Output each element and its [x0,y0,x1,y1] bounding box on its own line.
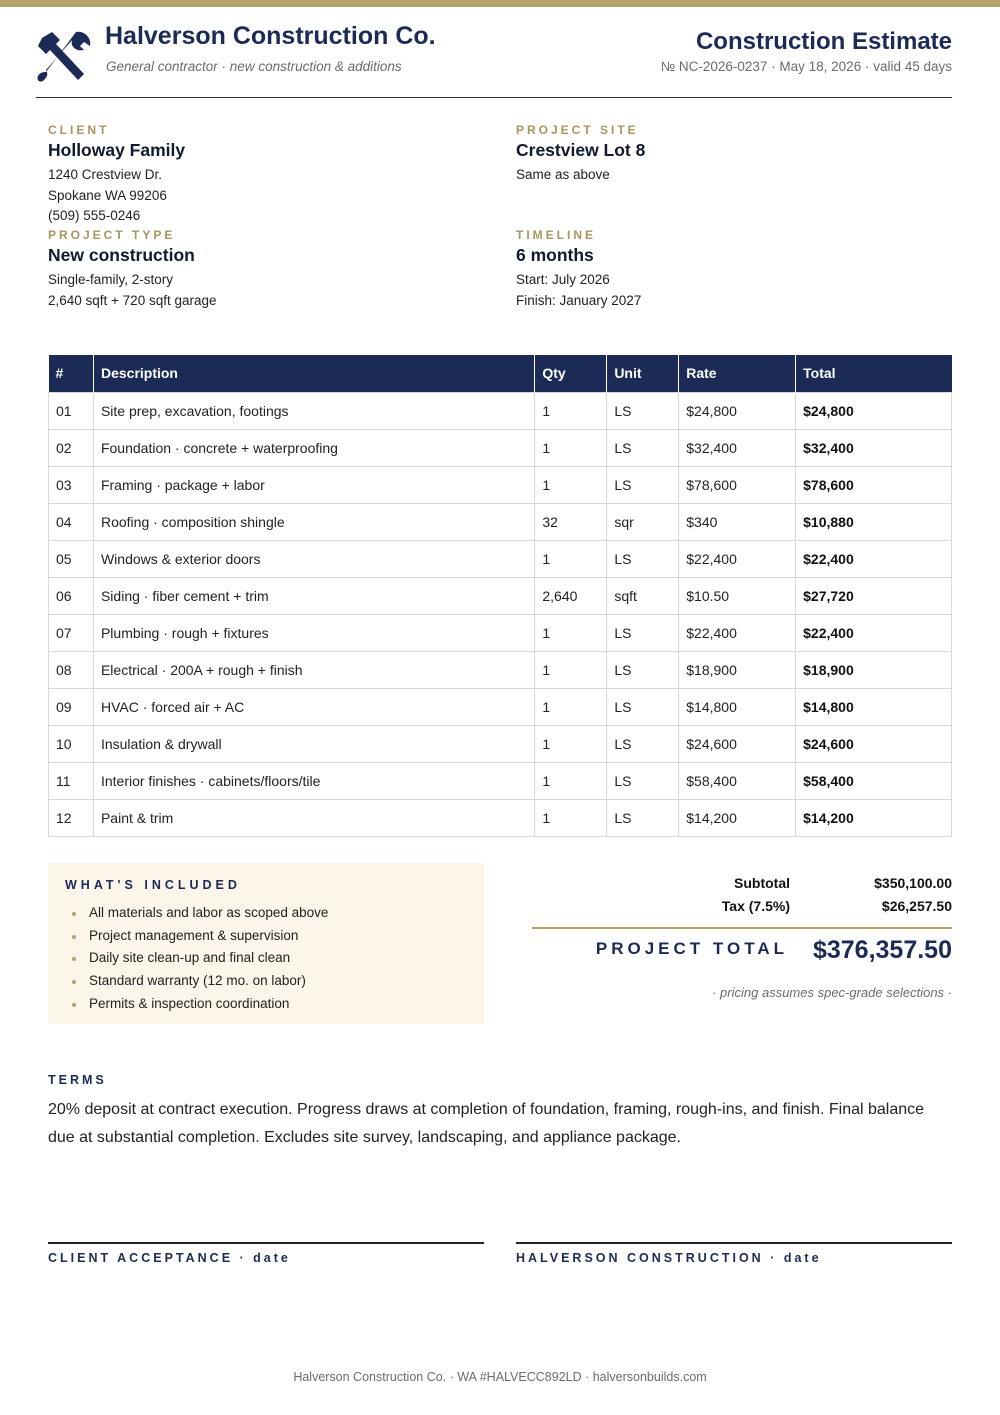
company-name: Halverson Construction Co. [105,22,436,50]
bullet-icon [72,1003,76,1007]
timeline-start: Start: July 2026 [516,272,610,287]
row-number: 01 [49,392,94,429]
list-item [72,905,328,928]
row-number: 08 [49,651,94,688]
document-title: Construction Estimate [695,28,952,55]
row-qty: 1 [535,651,607,688]
row-qty: 1 [535,614,607,651]
top-accent-bar [0,0,1000,7]
row-total: $22,400 [796,540,952,577]
row-total: $14,800 [796,688,952,725]
timeline-finish: Finish: January 2027 [516,293,642,308]
client-city-line: Spokane WA 99206 [48,188,167,203]
row-number: 07 [49,614,94,651]
included-list [72,905,328,1018]
row-rate: $78,600 [679,466,796,503]
tax-label: Tax (7.5%) [721,898,790,914]
table-row [49,503,952,540]
table-row [49,577,952,614]
row-total: $27,720 [796,577,952,614]
tax-value: $26,257.50 [881,898,952,914]
row-unit: LS [607,614,679,651]
row-total: $24,600 [796,725,952,762]
row-description: Site prep, excavation, footings [93,392,534,429]
row-rate: $24,600 [679,725,796,762]
site-name: Crestview Lot 8 [516,140,646,160]
row-qty: 1 [535,466,607,503]
row-rate: $14,200 [679,799,796,836]
row-description: Framing · package + labor [93,466,534,503]
row-unit: LS [607,688,679,725]
document-meta: № NC-2026-0237 · May 18, 2026 · valid 45 days [660,59,952,74]
row-description: Interior finishes · cabinets/floors/tile [93,762,534,799]
row-description: Roofing · composition shingle [93,503,534,540]
row-rate: $58,400 [679,762,796,799]
summary-divider [532,927,952,929]
row-total: $24,800 [796,392,952,429]
table-row [49,392,952,429]
row-unit: LS [607,651,679,688]
row-number: 02 [49,429,94,466]
row-rate: $10.50 [679,577,796,614]
line-items-table [48,355,952,837]
included-item-text: Daily site clean-up and final clean [89,950,291,966]
row-rate: $32,400 [679,429,796,466]
row-description: Insulation & drywall [93,725,534,762]
row-number: 12 [49,799,94,836]
client-label: CLIENT [48,123,110,137]
included-item-text: All materials and labor as scoped above [89,905,329,920]
row-qty: 32 [535,503,607,540]
table-row [49,614,952,651]
row-description: Siding · fiber cement + trim [93,577,534,614]
row-total: $10,880 [796,503,952,540]
row-total: $18,900 [796,651,952,688]
row-qty: 2,640 [535,577,607,614]
terms-title: TERMS [48,1073,107,1087]
included-item-text: Permits & inspection coordination [89,995,290,1011]
bullet-icon [72,935,76,939]
company-tagline: General contractor · new construction & additions [106,59,402,74]
project-type-name: New construction [48,245,195,265]
hammer-wrench-icon [36,28,94,86]
included-title: WHAT'S INCLUDED [65,878,241,892]
row-rate: $14,800 [679,688,796,725]
row-description: Electrical · 200A + rough + finish [93,651,534,688]
project-type-label: PROJECT TYPE [48,228,176,242]
bullet-icon [72,957,76,961]
row-description: Plumbing · rough + fixtures [93,614,534,651]
timeline-duration: 6 months [516,245,594,265]
row-qty: 1 [535,725,607,762]
project-total-label: PROJECT TOTAL [595,939,788,958]
row-number: 11 [49,762,94,799]
row-qty: 1 [535,392,607,429]
contractor-signature-line[interactable]: HALVERSON CONSTRUCTION · date [516,1242,952,1265]
page-footer: Halverson Construction Co. · WA #HALVECC892LD · halversonbuilds.com [293,1370,707,1384]
list-item [72,973,328,996]
row-rate: $340 [679,503,796,540]
table-row [49,762,952,799]
row-unit: LS [607,799,679,836]
row-total: $78,600 [796,466,952,503]
col-header-rate: Rate [679,355,796,392]
table-row [49,688,952,725]
included-box [48,863,484,1024]
row-qty: 1 [535,762,607,799]
table-row [49,725,952,762]
row-number: 05 [49,540,94,577]
table-row [49,799,952,836]
row-qty: 1 [535,429,607,466]
row-description: Windows & exterior doors [93,540,534,577]
row-rate: $22,400 [679,614,796,651]
bullet-icon [72,912,76,916]
row-description: Foundation · concrete + waterproofing [93,429,534,466]
client-signature-line[interactable]: CLIENT ACCEPTANCE · date [48,1242,484,1265]
row-unit: LS [607,725,679,762]
document-header [36,20,952,98]
subtotal-label: Subtotal [734,875,790,891]
pricing-note: · pricing assumes spec-grade selections · [712,985,952,1000]
row-qty: 1 [535,799,607,836]
list-item [72,996,328,1019]
row-unit: sqft [607,577,679,614]
row-number: 06 [49,577,94,614]
row-rate: $24,800 [679,392,796,429]
client-name: Holloway Family [48,140,186,160]
table-row [49,429,952,466]
col-header-total: Total [796,355,952,392]
row-qty: 1 [535,540,607,577]
project-size-line: 2,640 sqft + 720 sqft garage [48,293,217,308]
row-unit: LS [607,392,679,429]
row-rate: $18,900 [679,651,796,688]
col-header-qty: Qty [535,355,607,392]
table-row [49,466,952,503]
row-number: 04 [49,503,94,540]
row-total: $22,400 [796,614,952,651]
row-qty: 1 [535,688,607,725]
row-unit: sqr [607,503,679,540]
row-unit: LS [607,466,679,503]
col-header-number: # [49,355,94,392]
row-total: $14,200 [796,799,952,836]
col-header-description: Description [93,355,534,392]
row-number: 03 [49,466,94,503]
col-header-unit: Unit [607,355,679,392]
row-unit: LS [607,429,679,466]
project-type-line: Single-family, 2-story [48,272,174,287]
project-total-value: $376,357.50 [812,936,952,964]
row-total: $32,400 [796,429,952,466]
table-row [49,651,952,688]
included-item-text: Project management & supervision [89,927,299,943]
client-phone-line: (509) 555-0246 [48,208,141,223]
row-total: $58,400 [796,762,952,799]
row-number: 10 [49,725,94,762]
included-item-text: Standard warranty (12 mo. on labor) [89,973,306,989]
row-rate: $22,400 [679,540,796,577]
site-label: PROJECT SITE [516,123,639,137]
terms-text: 20% deposit at contract execution. Progress draws at completion of foundation, framing, rough-ins, and finish. Final balance due at substantial completion. Excludes site survey, landscaping, and appliance package. [48,1101,925,1146]
list-item [72,928,328,951]
bullet-icon [72,980,76,984]
site-line: Same as above [516,167,610,182]
timeline-label: TIMELINE [516,228,596,242]
subtotal-value: $350,100.00 [874,875,952,891]
row-description: Paint & trim [93,799,534,836]
table-header-row [49,355,952,392]
row-number: 09 [49,688,94,725]
row-unit: LS [607,540,679,577]
client-address-line: 1240 Crestview Dr. [48,167,163,182]
table-row [49,540,952,577]
row-unit: LS [607,762,679,799]
list-item [72,950,328,973]
row-description: HVAC · forced air + AC [93,688,534,725]
